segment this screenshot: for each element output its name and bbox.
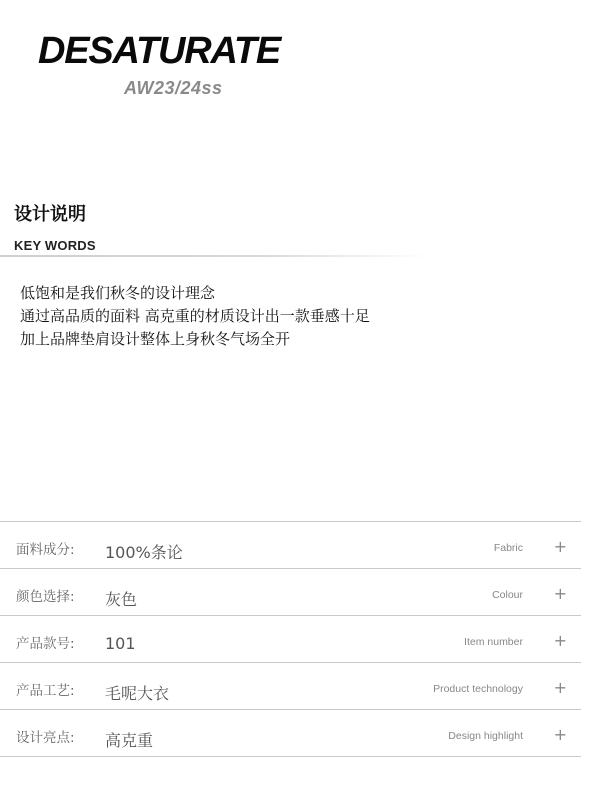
- spec-en-label: Product technology: [433, 683, 523, 695]
- description-line: 通过高品质的面料 高克重的材质设计出一款垂感十足: [20, 307, 370, 325]
- keywords-label: KEY WORDS: [14, 238, 96, 253]
- spec-label: 面料成分:: [16, 542, 75, 558]
- spec-en-label: Colour: [492, 589, 523, 601]
- spec-row-product-technology[interactable]: [0, 662, 581, 709]
- design-description: [20, 282, 580, 351]
- spec-en-label: Fabric: [493, 542, 523, 554]
- spec-value: 101: [105, 634, 136, 653]
- spec-table: [0, 521, 581, 757]
- section-title: 设计说明: [14, 204, 86, 225]
- season-label: AW23/24ss: [124, 78, 223, 98]
- plus-icon[interactable]: +: [553, 631, 567, 650]
- spec-row-colour[interactable]: [0, 568, 581, 615]
- description-line: 加上品牌垫肩设计整体上身秋冬气场全开: [20, 330, 291, 348]
- spec-en-label: Design highlight: [448, 730, 523, 742]
- spec-label: 产品款号:: [16, 636, 75, 652]
- spec-value: 100%条论: [105, 543, 183, 562]
- spec-label: 产品工艺:: [16, 683, 75, 699]
- description-line: 低饱和是我们秋冬的设计理念: [20, 284, 216, 302]
- spec-label: 设计亮点:: [16, 730, 75, 746]
- spec-row-design-highlight[interactable]: [0, 709, 581, 757]
- plus-icon[interactable]: +: [553, 584, 567, 603]
- spec-value: 灰色: [105, 590, 138, 609]
- spec-label: 颜色选择:: [16, 589, 75, 605]
- plus-icon[interactable]: +: [553, 678, 567, 697]
- keywords-divider: [0, 255, 430, 257]
- spec-row-item-number[interactable]: [0, 615, 581, 662]
- brand-logo: DESATURATE: [38, 30, 281, 72]
- spec-value: 毛呢大衣: [105, 684, 170, 703]
- spec-value: 高克重: [105, 731, 154, 750]
- spec-row-fabric[interactable]: [0, 521, 581, 568]
- spec-en-label: Item number: [464, 636, 523, 648]
- plus-icon[interactable]: +: [553, 537, 567, 556]
- plus-icon[interactable]: +: [553, 725, 567, 744]
